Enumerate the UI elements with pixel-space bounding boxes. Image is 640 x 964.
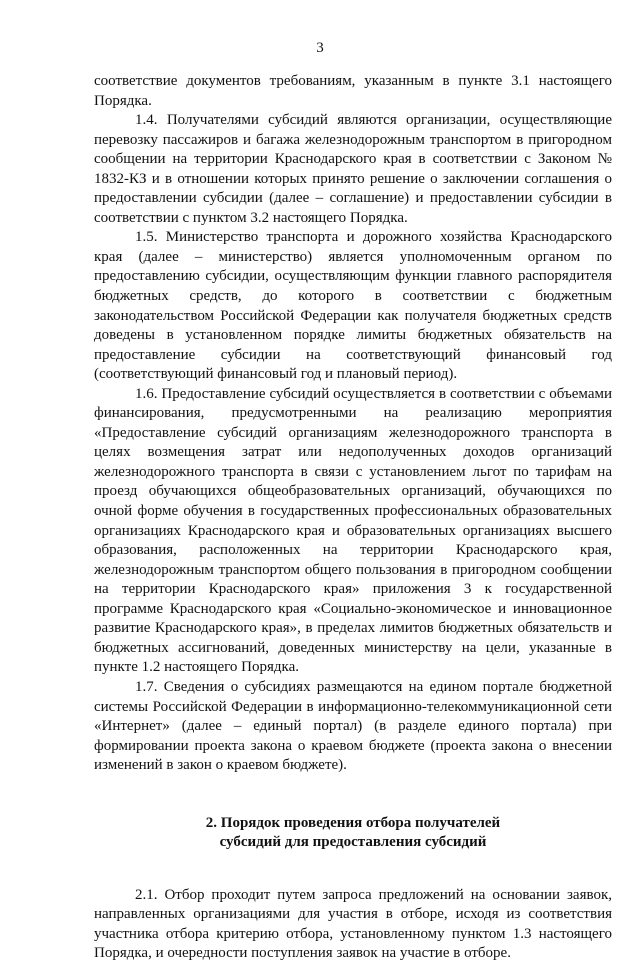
page-number: 3	[316, 40, 324, 56]
section-2-heading	[94, 814, 612, 852]
paragraph-continuation: соответствие документов требованиям, указанным в пункте 3.1 настоящего Порядка.	[94, 73, 612, 109]
document-body	[94, 72, 612, 964]
paragraph-1-5: 1.5. Министерство транспорта и дорожного хозяйства Краснодарского края (далее – министерство) является уполномоченным органом по предоставлению субсидии, осуществляющим функции главного распорядителя бюджетных средств, до которого в соответствии с бюджетным законодательством Российской Федерации как получателя бюджетных средств доведены в установленном порядке лимиты бюджетных обязательств на предоставление субсидии на соответствующий финансовый год (соответствующий финансовый год и плановый период).	[94, 229, 612, 383]
paragraph-1-7: 1.7. Сведения о субсидиях размещаются на едином портале бюджетной системы Российской Федерации в информационно-телекоммуникационной сети «Интернет» (далее – единый портал) (в разделе единого портала) при формировании проекта закона о краевом бюджете (проекта закона о внесении изменений в закон о краевом бюджете).	[94, 678, 612, 774]
section-2-heading-line-2: субсидий для предоставления субсидий	[219, 833, 487, 850]
paragraph-1-4: 1.4. Получателями субсидий являются организации, осуществляющие перевозку пассажиров и багажа железнодорожным транспортом в пригородном сообщении на территории Краснодарского края в соответствии с Законом № 1832-КЗ и в отношении которых принято решение о заключении соглашения о предоставлении субсидии (далее – соглашение) и предоставлении субсидии в соответствии с пунктом 3.2 настоящего Порядка.	[94, 112, 612, 226]
paragraph-2-1: 2.1. Отбор проходит путем запроса предложений на основании заявок, направленных организациями для участия в отборе, исходя из соответствия участника отбора критерию отбора, установленному пунктом 1.3 настоящего Порядка, и очередности поступления заявок на участие в отборе.	[94, 886, 612, 962]
paragraph-1-6: 1.6. Предоставление субсидий осуществляется в соответствии с объемами финансирования, предусмотренными на реализацию мероприятия «Предоставление субсидий организациям железнодорожного транспорта в целях возмещения затрат или недополученных доходов организаций железнодорожного транспорта в связи с установлением льгот по тарифам на проезд обучающихся общеобразовательных организаций, обучающихся по очной форме обучения в государственных профессиональных образовательных организациях Краснодарского края и образовательных организациях высшего образования, расположенных на территории Краснодарского края, железнодорожным транспортом общего пользования в пригородном сообщении на территории Краснодарского края» приложения 3 к государственной программе Краснодарского края «Социально-экономическое и инновационное развитие Краснодарского края», в пределах лимитов бюджетных обязательств и бюджетных ассигнований, доведенных министерству на цели, указанные в пункте 1.2 настоящего Порядка.	[94, 385, 612, 676]
section-2-heading-line-1: 2. Порядок проведения отбора получателей	[205, 814, 501, 831]
